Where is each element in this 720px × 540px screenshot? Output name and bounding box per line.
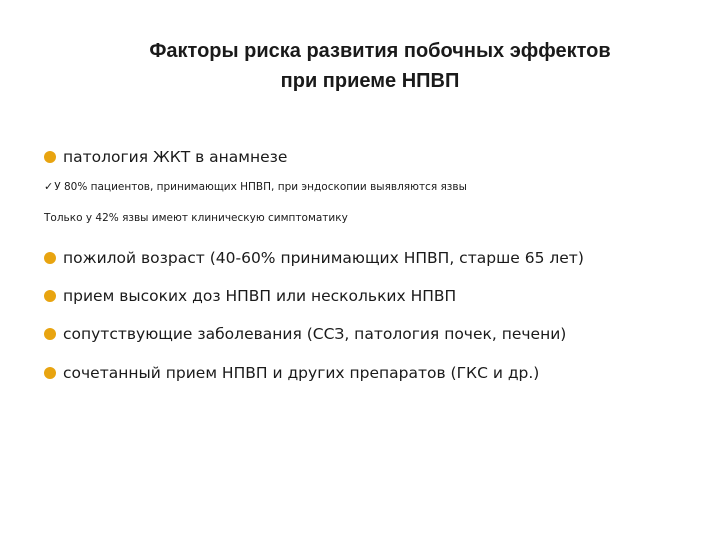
check-mark-icon: ✓ bbox=[44, 180, 54, 193]
bullet-item-elderly-age bbox=[44, 249, 584, 267]
sub-item-text: У 80% пациентов, принимающих НПВП, при эндоскопии выявляются язвы bbox=[54, 180, 467, 193]
bullet-dot-icon bbox=[44, 252, 56, 264]
bullet-item-combined-intake bbox=[44, 364, 539, 382]
bullet-item-text: сопутствующие заболевания (ССЗ, патология почек, печени) bbox=[63, 325, 567, 343]
bullet-item-text: пожилой возраст (40-60% принимающих НПВП, старше 65 лет) bbox=[63, 249, 584, 267]
bullet-item-gi-history bbox=[44, 148, 287, 166]
bullet-dot-icon bbox=[44, 151, 56, 163]
sub-item-endoscopy bbox=[44, 180, 467, 193]
sub-item-clinical bbox=[44, 212, 348, 224]
bullet-dot-icon bbox=[44, 328, 56, 340]
slide-title bbox=[0, 36, 720, 96]
bullet-item-text: прием высоких доз НПВП или нескольких НПВП bbox=[63, 287, 457, 305]
bullet-item-high-doses bbox=[44, 287, 456, 305]
bullet-dot-icon bbox=[44, 367, 56, 379]
bullet-item-text: сочетанный прием НПВП и других препаратов (ГКС и др.) bbox=[63, 364, 540, 382]
bullet-dot-icon bbox=[44, 290, 56, 302]
slide-title-line-2: при приеме НПВП bbox=[280, 70, 460, 92]
bullet-item-text: патология ЖКТ в анамнезе bbox=[63, 148, 288, 166]
sub-item-text: Только у 42% язвы имеют клиническую симптоматику bbox=[44, 212, 348, 224]
bullet-item-comorbidities bbox=[44, 325, 566, 343]
slide-title-line-1: Факторы риска развития побочных эффектов bbox=[149, 40, 611, 62]
